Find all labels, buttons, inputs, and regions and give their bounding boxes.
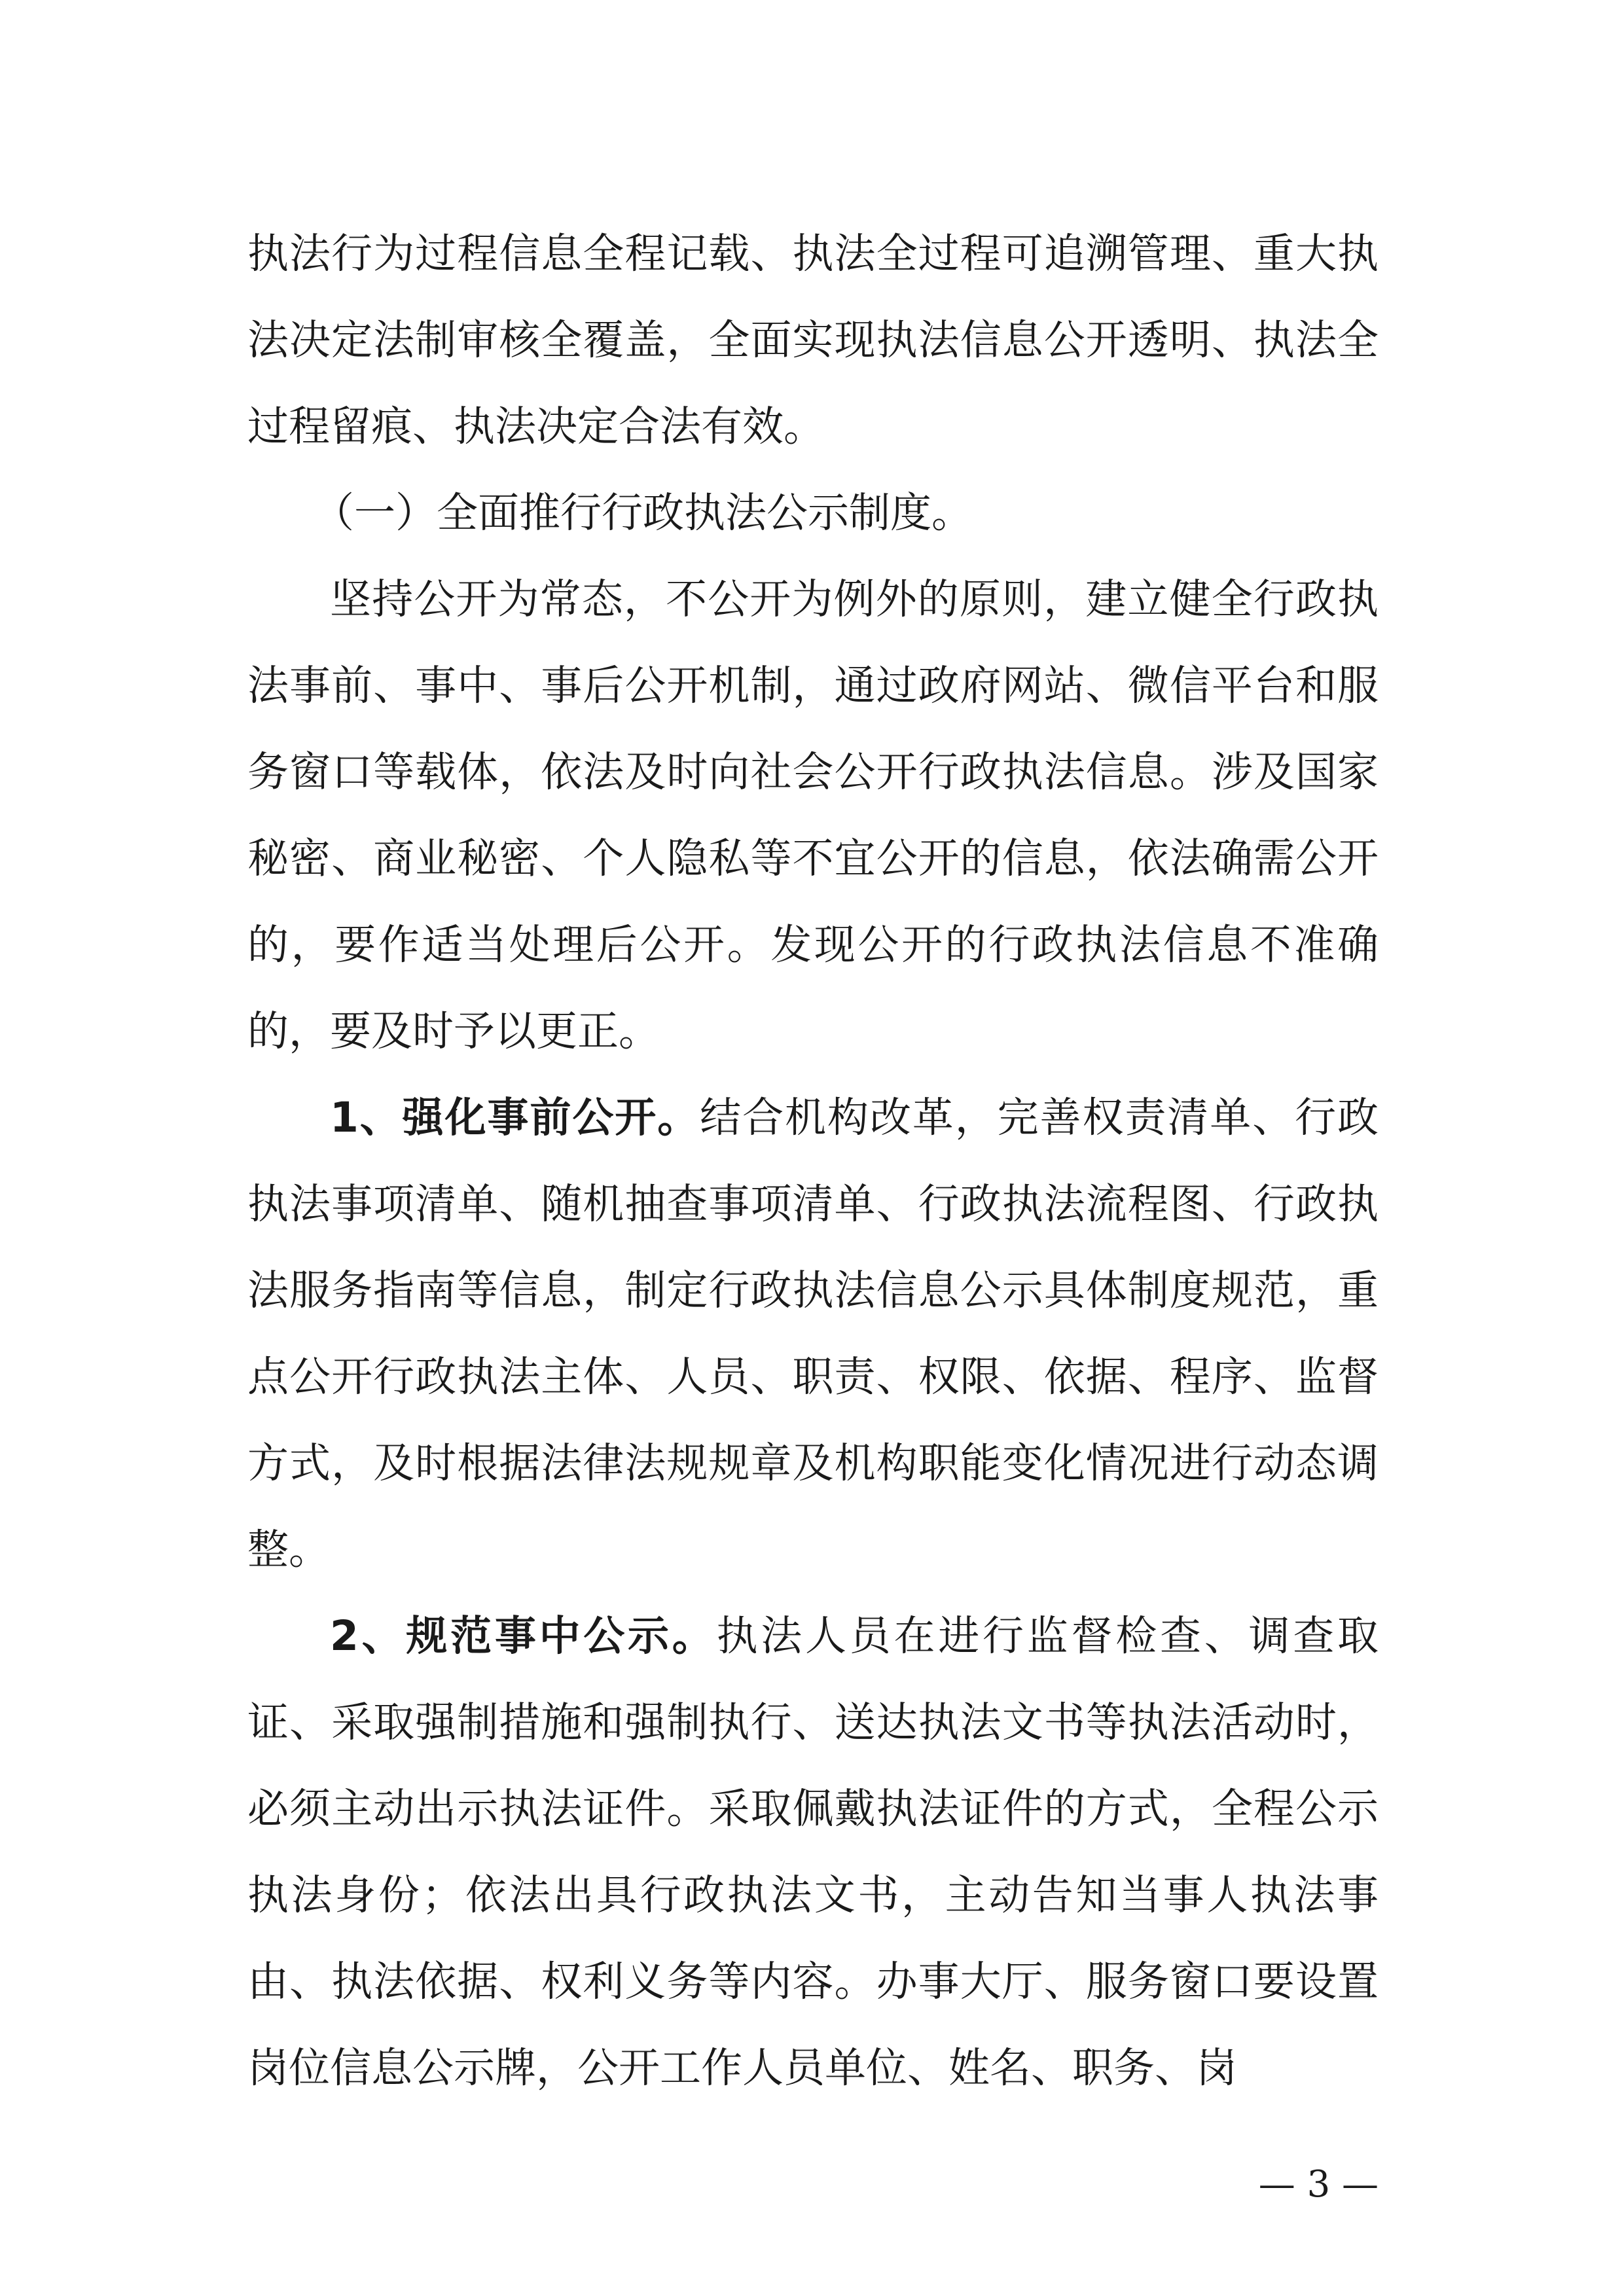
paragraph-text: 坚持公开为常态，不公开为例外的原则，建立健全行政执法事前、事中、事后公开机制，通过政府网站、微信平台和服务窗口等载体，依法及时向社会公开行政执法信息。涉及国家秘密、商业秘密、个人隐私等不宜公开的信息，依法确需公开的，要作适当处理后公开。发现公开的行政执法信息不准确的，要及时予以更正。 <box>247 575 1379 1055</box>
section-heading-text: （一）全面推行行政执法公示制度。 <box>313 489 973 537</box>
paragraph-principle <box>247 556 1379 1075</box>
paragraph-text: 执法行为过程信息全程记载、执法全过程可追溯管理、重大执法决定法制审核全覆盖，全面实现执法信息公开透明、执法全过程留痕、执法决定合法有效。 <box>247 230 1379 450</box>
section-heading <box>247 470 1379 556</box>
document-body <box>247 211 1379 2111</box>
page-number: — 3 — <box>1258 2163 1379 2206</box>
paragraph-text: 结合机构改革，完善权责清单、行政执法事项清单、随机抽查事项清单、行政执法流程图、行政执法服务指南等信息，制定行政执法信息公示具体制度规范，重点公开行政执法主体、人员、职责、权限、依据、程序、监督方式，及时根据法律法规规章及机构职能变化情况进行动态调整。 <box>247 1094 1379 1573</box>
paragraph-item-2 <box>247 1593 1379 2111</box>
paragraph-continuation <box>247 211 1379 470</box>
paragraph-item-1 <box>247 1075 1379 1593</box>
item-lead: 2、规范事中公示。 <box>330 1612 717 1660</box>
item-lead: 1、强化事前公开。 <box>330 1094 700 1141</box>
paragraph-text: 执法人员在进行监督检查、调查取证、采取强制措施和强制执行、送达执法文书等执法活动时，必须主动出示执法证件。采取佩戴执法证件的方式，全程公示执法身份；依法出具行政执法文书，主动告知当事人执法事由、执法依据、权利义务等内容。办事大厅、服务窗口要设置岗位信息公示牌，公开工作人员单位、姓名、职务、岗 <box>247 1612 1379 2092</box>
